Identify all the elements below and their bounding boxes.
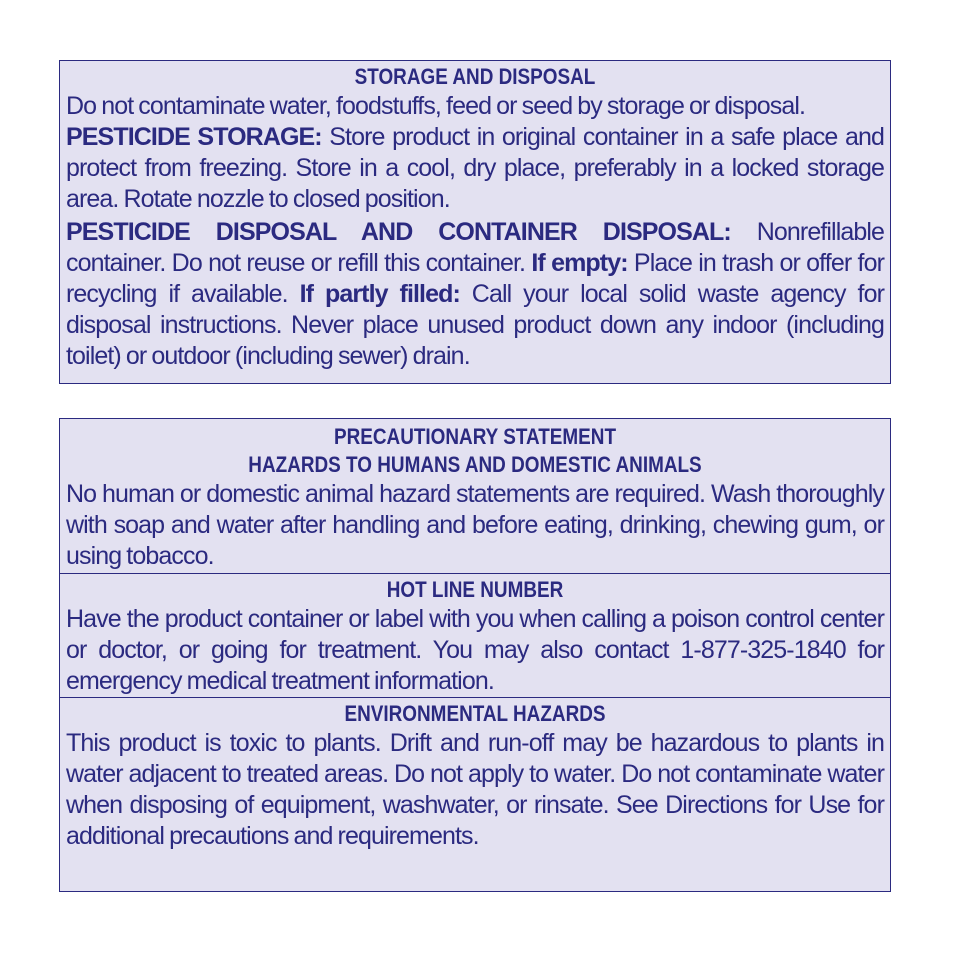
hazards-text: No human or domestic animal hazard statements are required. Wash thoroughly with soap and water after handling and before eating, drinking, chewing gum, or using tobacco. (66, 480, 884, 570)
storage-disposal-panel (59, 60, 891, 384)
disposal-paragraph (66, 217, 884, 372)
hotline-title: HOT LINE NUMBER (386, 577, 564, 602)
hotline-text: Have the product container or label with you when calling a poison control center or doctor, or going for treatment. You may also contact 1-877-325-1840 for emergency medical treatment information. (66, 605, 884, 695)
disposal-label: PESTICIDE DISPOSAL AND CONTAINER DISPOSAL: (66, 218, 731, 246)
storage-disposal-title: STORAGE AND DISPOSAL (354, 64, 596, 89)
pesticide-storage-text: Store product in original container in a safe place and protect from freezing. Store in a cool, dry place, preferably in a locked storage area. Rotate nozzle to closed position. (66, 123, 884, 213)
if-empty-text: Place in trash or offer for recycling if available. (66, 249, 884, 308)
storage-disposal-section (60, 61, 890, 372)
pesticide-storage-label: PESTICIDE STORAGE: (66, 123, 322, 151)
storage-intro: Do not contaminate water, foodstuffs, feed or seed by storage or disposal. (66, 92, 806, 120)
environmental-section (60, 698, 890, 852)
pesticide-storage-paragraph (66, 122, 884, 215)
hazards-section (60, 419, 890, 574)
environmental-text: This product is toxic to plants. Drift and run-off may be hazardous to plants in water adjacent to treated areas. Do not apply to water. Do not contaminate water when disposing of equipment, washwater, or rinsate. See Directions for Use for additional precautions and requirements. (66, 729, 884, 850)
hazards-subtitle: HAZARDS TO HUMANS AND DOMESTIC ANIMALS (248, 452, 702, 477)
if-partly-text: Call your local solid waste agency for disposal instructions. Never place unused product down any indoor (including toilet) or outdoor (including sewer) drain. (66, 280, 885, 370)
environmental-title: ENVIRONMENTAL HAZARDS (344, 701, 606, 726)
disposal-text: Nonrefillable container. Do not reuse or refill this container. (66, 218, 885, 277)
precautionary-panel (59, 418, 891, 892)
if-partly-label: If partly filled: (299, 280, 460, 308)
hotline-section (60, 574, 890, 698)
precautionary-title: PRECAUTIONARY STATEMENT (333, 424, 617, 449)
if-empty-label: If empty: (531, 249, 628, 277)
